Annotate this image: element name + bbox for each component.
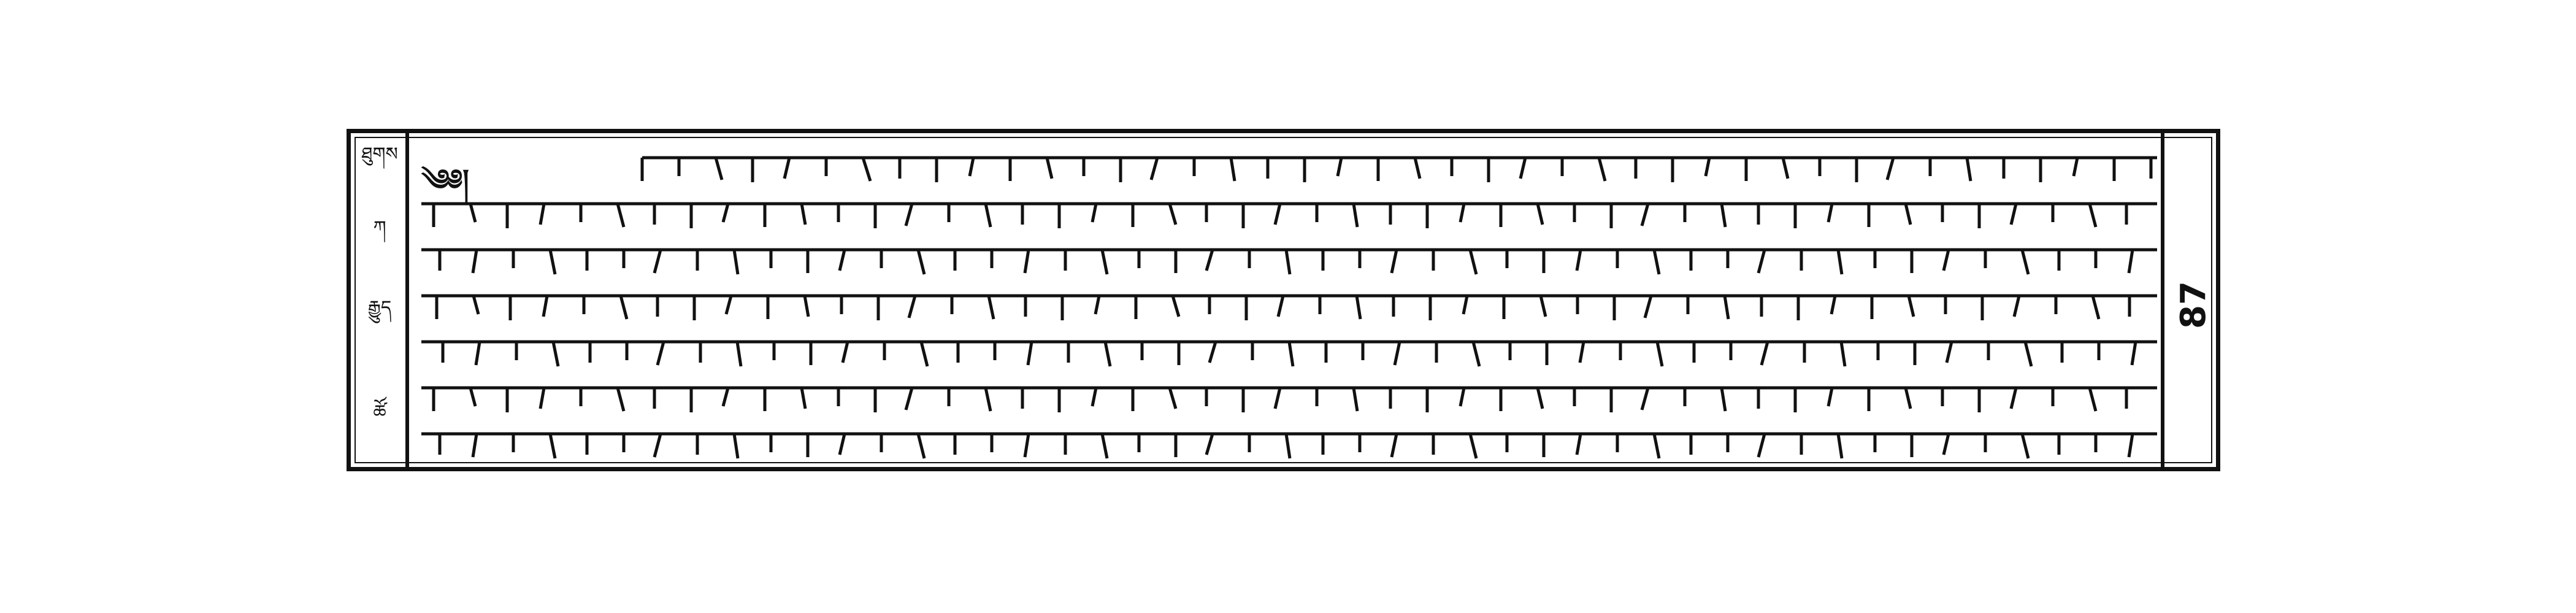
- text-line: [421, 282, 2157, 325]
- margin-label: ཐུགས: [361, 144, 398, 165]
- text-line: [421, 144, 2157, 187]
- script-line-3: [421, 236, 2157, 279]
- margin-label: རྒྱུད: [367, 297, 392, 318]
- text-line: [421, 328, 2157, 371]
- text-line: [421, 374, 2157, 417]
- script-line-6: [421, 374, 2157, 417]
- script-line-4: [421, 282, 2157, 325]
- left-margin: [351, 133, 409, 467]
- script-line-1: [421, 144, 2157, 187]
- folio-number: 87: [2174, 281, 2214, 329]
- pecha-folio: [347, 129, 2220, 471]
- script-line-7: [421, 420, 2157, 463]
- tibetan-text-block: [421, 144, 2157, 463]
- script-line-5: [421, 328, 2157, 371]
- right-margin: [2161, 133, 2216, 467]
- text-line: [421, 236, 2157, 279]
- text-line: [421, 420, 2157, 463]
- invocation-mark: ༄༅།: [421, 163, 469, 198]
- margin-label: ཀ: [373, 217, 386, 239]
- margin-label: ཚོ: [373, 401, 386, 423]
- script-line-2: [421, 190, 2157, 233]
- text-line: [421, 190, 2157, 233]
